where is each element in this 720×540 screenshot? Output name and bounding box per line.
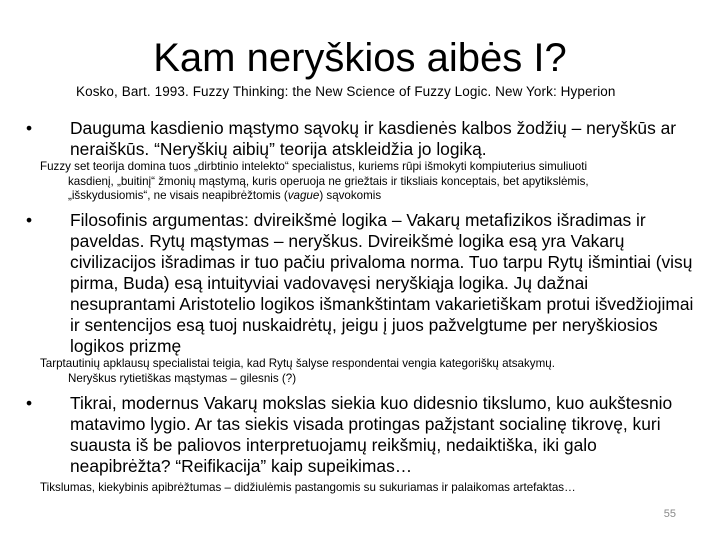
- note-line: kasdienį, „buitinį“ žmonių mąstymą, kuris operuoja ne griežtais ir tiksliais konceptais, bet apytikslėmis,: [68, 174, 589, 188]
- slide-title: Kam neryškios aibės I?: [153, 36, 567, 80]
- emphasis-term: vague: [287, 189, 320, 202]
- note-block-1: [40, 160, 712, 204]
- bullet-dot-icon: •: [26, 393, 33, 413]
- bullet-text: Filosofinis argumentas: dvireikšmė logika – Vakarų metafizikos išradimas ir paveldas. Rytų mąstymas – neryškus. Dvireikšmė logika esą yra Vakarų civilizacijos išradimas ir tuo pačiu privaloma norma. Tuo tarpu Rytų išmintiai (visų pirma, Buda) esą intuityviai vadovavęsi neryškiąja logika. Jų dažnai nesuprantami Aristotelio logikos išmankštintam vakarietiškam protui išvedžiojimai ir sentencijos esą tuoj nuskaidrėtų, jeigu į juos pažvelgtume per neryškiosios logikos prizmę: [70, 210, 694, 356]
- reference-subtitle: Kosko, Bart. 1993. Fuzzy Thinking: the New Science of Fuzzy Logic. New York: Hyperion: [76, 84, 616, 99]
- bullet-item-2: [18, 210, 698, 357]
- note-line: Neryškus rytietiškas mąstymas – gilesnis (?): [68, 371, 297, 385]
- note-block-3: [40, 481, 712, 496]
- note-line: „išskydusiomis“, ne visais neapibrėžtomis (vague) sąvokomis: [68, 189, 382, 202]
- note-block-2: [40, 357, 712, 386]
- note-line: Tikslumas, kiekybinis apibrėžtumas – didžiulėmis pastangomis su sukuriamas ir palaikomas artefaktas…: [40, 481, 576, 494]
- note-line: Tarptautinių apklausų specialistai teigia, kad Rytų šalyse respondentai vengia kategoriškų atsakymų.: [40, 357, 555, 370]
- page-number: 55: [663, 508, 676, 520]
- bullet-text: Dauguma kasdienio mąstymo sąvokų ir kasdienės kalbos žodžių – neryškūs ar neraiškūs. “Neryškių aibių” teorija atskleidžia jo logiką.: [70, 118, 677, 159]
- bullet-text: Tikrai, modernus Vakarų mokslas siekia kuo didesnio tikslumo, kuo aukštesnio matavimo lygio. Ar tas siekis visada protingas pažįstant socialinę tikrovę, kuri suausta iš be paliovos interpretuojamų reikšmių, nedaiktiška, iki galo neapibrėžta? “Reifikacija” kaip supeikimas…: [70, 393, 673, 476]
- note-line: Fuzzy set teorija domina tuos „dirbtinio intelekto“ specialistus, kuriems rūpi išmokyti kompiuterius simuliuoti: [40, 160, 588, 173]
- bullet-dot-icon: •: [26, 210, 33, 230]
- bullet-item-1: [18, 118, 698, 160]
- bullet-dot-icon: •: [26, 118, 33, 138]
- bullet-item-3: [18, 393, 698, 477]
